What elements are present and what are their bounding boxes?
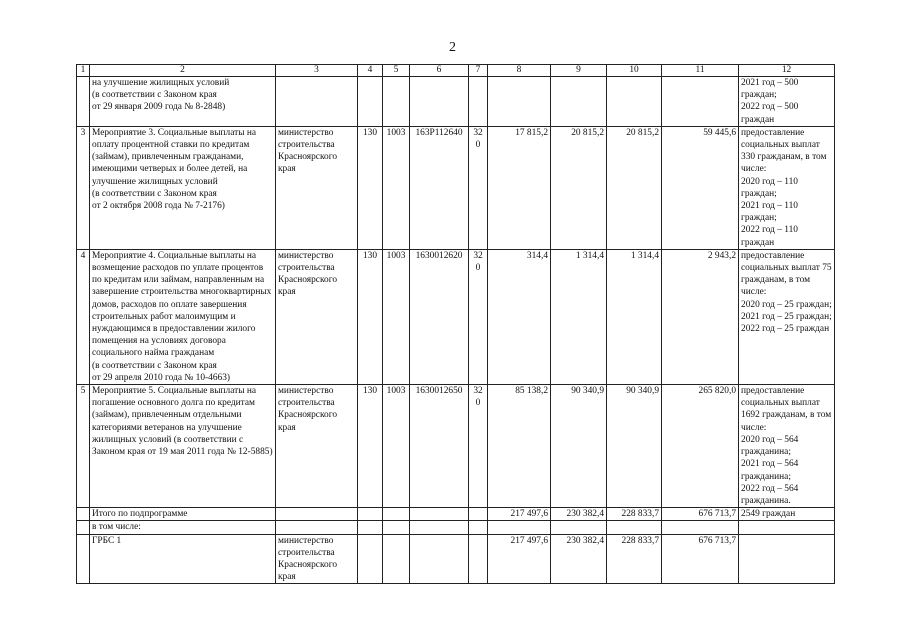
expense-type: 320 <box>469 385 488 508</box>
expected-result <box>739 521 835 534</box>
measure-name: на улучшение жилищных условий (в соответствии с Законом края от 29 января 2009 года № 8-2848) <box>90 77 276 127</box>
amount-2021: 230 382,4 <box>551 534 607 584</box>
amount-2020: 217 497,6 <box>488 534 551 584</box>
amount-2022: 1 314,4 <box>607 249 662 384</box>
executor <box>276 77 358 127</box>
col-header: 1 <box>77 65 90 77</box>
amount-2020: 17 815,2 <box>488 126 551 249</box>
section-code: 1003 <box>383 385 410 508</box>
section-code <box>383 521 410 534</box>
row-number: 3 <box>77 126 90 249</box>
target-code <box>410 521 469 534</box>
col-header: 8 <box>488 65 551 77</box>
col-header: 11 <box>662 65 739 77</box>
amount-total <box>662 77 739 127</box>
amount-2020: 314,4 <box>488 249 551 384</box>
measure-name: Мероприятие 5. Социальные выплаты на погашение основного долга по кредитам (займам), привлеченным отдельными категориями ветеранов на улучшение жилищных условий (в соответствии с Законом края от 19 мая 2011 года № 12-5885) <box>90 385 276 508</box>
budget-table <box>76 64 835 584</box>
section-code <box>383 508 410 521</box>
expected-result: предоставление социальных выплат 330 гражданам, в том числе: 2020 год – 110 граждан; 2021 год – 110 граждан; 2022 год – 110 граждан <box>739 126 835 249</box>
row-number <box>77 521 90 534</box>
expected-result: предоставление социальных выплат 1692 гражданам, в том числе: 2020 год – 564 гражданина; 2021 год – 564 гражданина; 2022 год – 564 гражданина. <box>739 385 835 508</box>
amount-2022: 20 815,2 <box>607 126 662 249</box>
amount-2020: 85 138,2 <box>488 385 551 508</box>
amount-2021: 20 815,2 <box>551 126 607 249</box>
amount-total: 265 820,0 <box>662 385 739 508</box>
col-header: 6 <box>410 65 469 77</box>
expected-result: предоставление социальных выплат 75 гражданам, в том числе: 2020 год – 25 граждан; 2021 год – 25 граждан; 2022 год – 25 граждан <box>739 249 835 384</box>
section-code <box>383 534 410 584</box>
table-row-subheading <box>77 521 835 534</box>
amount-total <box>662 521 739 534</box>
col-header: 12 <box>739 65 835 77</box>
table-row <box>77 385 835 508</box>
section-code: 1003 <box>383 126 410 249</box>
page-number: 2 <box>449 40 456 55</box>
amount-2021: 230 382,4 <box>551 508 607 521</box>
grbs-code: 130 <box>358 385 383 508</box>
target-code: 1630012650 <box>410 385 469 508</box>
target-code: 1630012620 <box>410 249 469 384</box>
executor: министерство строительства Красноярского края <box>276 385 358 508</box>
target-code: 163Р112640 <box>410 126 469 249</box>
grbs-code <box>358 534 383 584</box>
amount-total: 2 943,2 <box>662 249 739 384</box>
executor <box>276 508 358 521</box>
expected-result: 2549 граждан <box>739 508 835 521</box>
amount-2021 <box>551 521 607 534</box>
measure-name: Мероприятие 4. Социальные выплаты на возмещение расходов по уплате процентов по кредитам или займам, направленным на завершение строительства многоквартирных домов, расходов по оплате завершения строительных работ малоимущим и нуждающимся в предоставлении жилого помещения на условиях договора социального найма гражданам (в соответствии с Законом края от 29 апреля 2010 года № 10-4663) <box>90 249 276 384</box>
target-code <box>410 508 469 521</box>
table-row-total <box>77 508 835 521</box>
expected-result <box>739 534 835 584</box>
grbs-code <box>358 77 383 127</box>
amount-2021 <box>551 77 607 127</box>
expected-result: 2021 год – 500 граждан; 2022 год – 500 граждан <box>739 77 835 127</box>
measure-name: Мероприятие 3. Социальные выплаты на оплату процентной ставки по кредитам (займам), привлеченным гражданами, имеющими четверых и более детей, на улучшение жилищных условий (в соответствии с Законом края от 2 октября 2008 года № 7-2176) <box>90 126 276 249</box>
measure-name: в том числе: <box>90 521 276 534</box>
expense-type: 320 <box>469 126 488 249</box>
col-header: 2 <box>90 65 276 77</box>
executor: министерство строительства Красноярского края <box>276 249 358 384</box>
row-number: 5 <box>77 385 90 508</box>
measure-name: Итого по подпрограмме <box>90 508 276 521</box>
amount-2022: 228 833,7 <box>607 508 662 521</box>
col-header: 10 <box>607 65 662 77</box>
table-row <box>77 249 835 384</box>
col-header: 9 <box>551 65 607 77</box>
amount-2022: 228 833,7 <box>607 534 662 584</box>
column-number-row <box>77 65 835 77</box>
grbs-code <box>358 521 383 534</box>
executor: министерство строительства Красноярского края <box>276 534 358 584</box>
grbs-code: 130 <box>358 126 383 249</box>
amount-2022 <box>607 521 662 534</box>
expense-type <box>469 521 488 534</box>
amount-total: 59 445,6 <box>662 126 739 249</box>
executor <box>276 521 358 534</box>
col-header: 4 <box>358 65 383 77</box>
col-header: 5 <box>383 65 410 77</box>
amount-2020: 217 497,6 <box>488 508 551 521</box>
amount-2021: 90 340,9 <box>551 385 607 508</box>
table-row <box>77 126 835 249</box>
amount-total: 676 713,7 <box>662 534 739 584</box>
amount-2020 <box>488 77 551 127</box>
target-code <box>410 77 469 127</box>
target-code <box>410 534 469 584</box>
executor: министерство строительства Красноярского края <box>276 126 358 249</box>
measure-name: ГРБС 1 <box>90 534 276 584</box>
section-code <box>383 77 410 127</box>
row-number <box>77 77 90 127</box>
expense-type <box>469 77 488 127</box>
expense-type <box>469 534 488 584</box>
grbs-code <box>358 508 383 521</box>
col-header: 7 <box>469 65 488 77</box>
amount-total: 676 713,7 <box>662 508 739 521</box>
amount-2022: 90 340,9 <box>607 385 662 508</box>
grbs-code: 130 <box>358 249 383 384</box>
table-row <box>77 77 835 127</box>
table-row-grbs <box>77 534 835 584</box>
section-code: 1003 <box>383 249 410 384</box>
row-number: 4 <box>77 249 90 384</box>
expense-type: 320 <box>469 249 488 384</box>
row-number <box>77 508 90 521</box>
amount-2021: 1 314,4 <box>551 249 607 384</box>
amount-2020 <box>488 521 551 534</box>
col-header: 3 <box>276 65 358 77</box>
amount-2022 <box>607 77 662 127</box>
expense-type <box>469 508 488 521</box>
row-number <box>77 534 90 584</box>
